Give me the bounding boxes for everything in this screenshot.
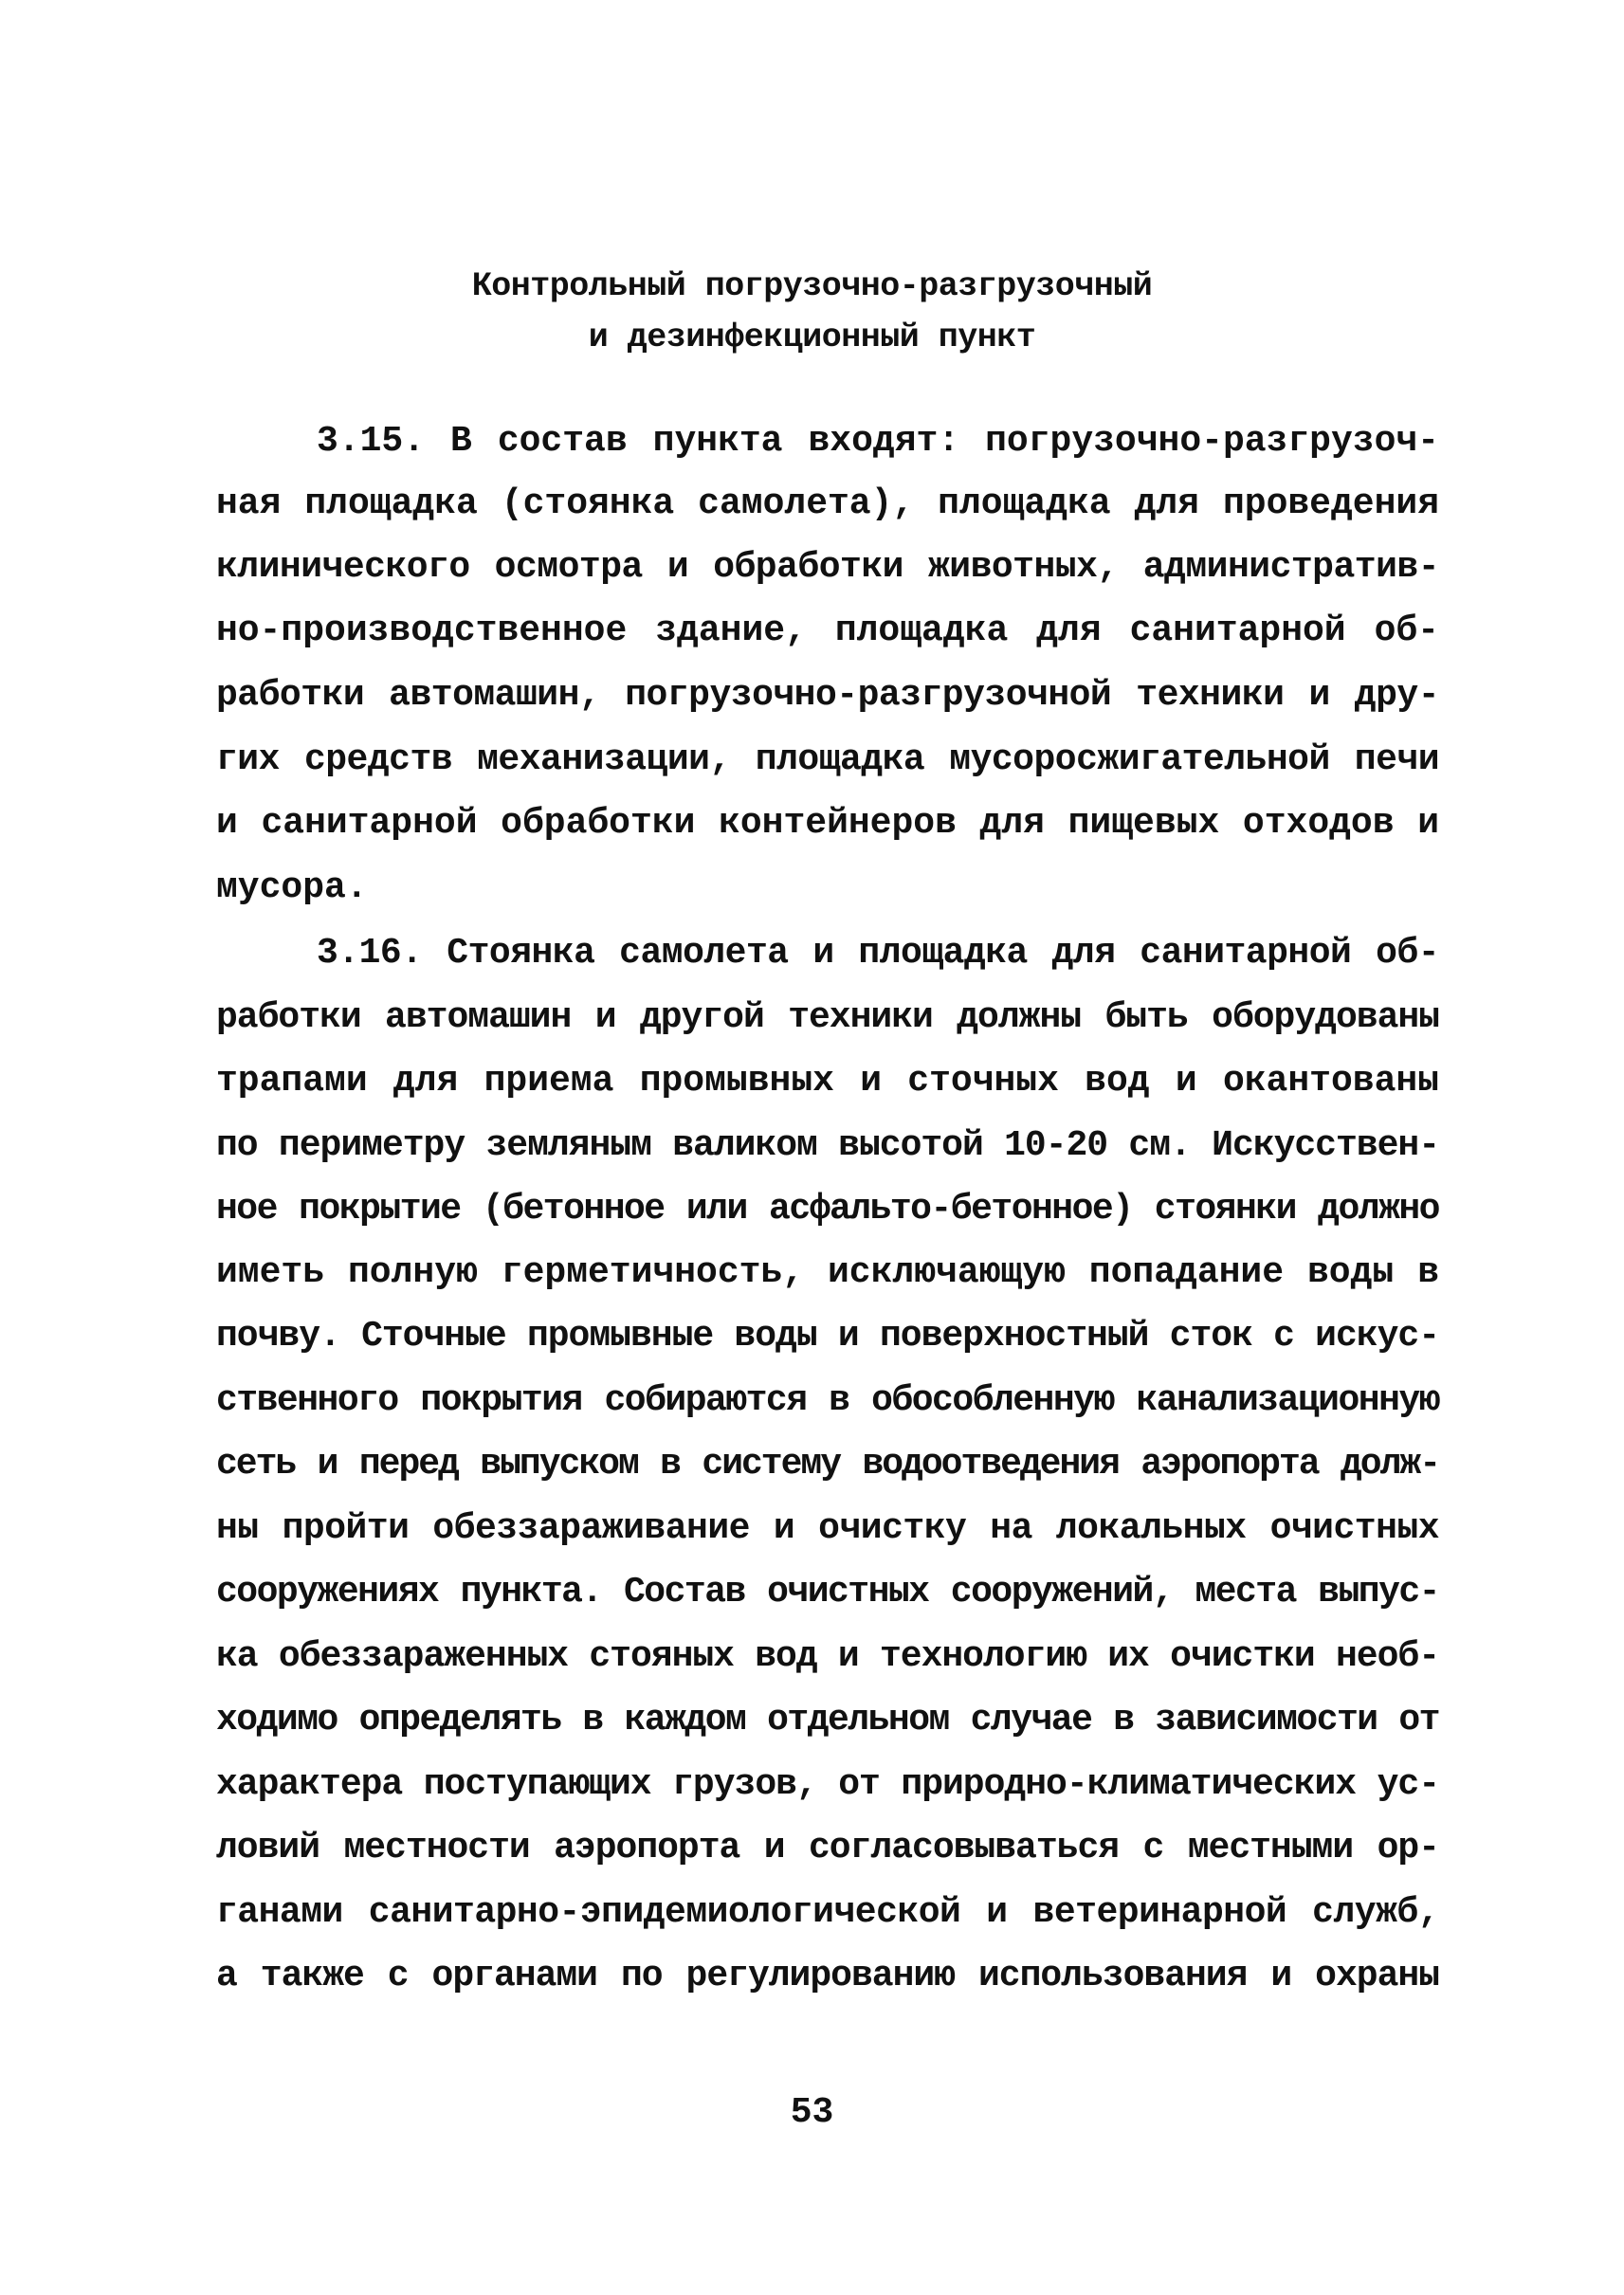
paragraph-line: 3.15. В состав пункта входят: погрузочно-разгрузоч- xyxy=(317,421,1439,462)
paragraph-line: ная площадка (стоянка самолета), площадка для проведения xyxy=(216,483,1439,524)
section-title-line-2: и дезинфекционный пункт xyxy=(588,319,1036,356)
paragraph-line: ны пройти обеззараживание и очистку на локальных очистных xyxy=(216,1508,1439,1549)
page-number: 53 xyxy=(790,2092,834,2133)
section-title-line-1: Контрольный погрузочно-разгрузочный xyxy=(471,267,1153,305)
paragraph-line: ловий местности аэропорта и согласовываться с местными ор- xyxy=(216,1828,1439,1868)
paragraph-line: сооружениях пункта. Состав очистных сооружений, места выпус- xyxy=(216,1572,1439,1612)
paragraph-line: по периметру земляным валиком высотой 10-20 см. Искусствен- xyxy=(216,1125,1439,1166)
paragraph-line: ганами санитарно-эпидемиологической и ветеринарной служб, xyxy=(216,1892,1439,1933)
paragraph-line: работки автомашин, погрузочно-разгрузочной техники и дру- xyxy=(216,675,1439,716)
paragraph-line: почву. Сточные промывные воды и поверхностный сток с искус- xyxy=(216,1316,1439,1357)
paragraph-line: характера поступающих грузов, от природно-климатических ус- xyxy=(216,1764,1439,1805)
paragraph-line: 3.16. Стоянка самолета и площадка для санитарной об- xyxy=(317,933,1439,974)
paragraph-line: иметь полную герметичность, исключающую попадание воды в xyxy=(216,1252,1439,1293)
paragraph-line: и санитарной обработки контейнеров для пищевых отходов и xyxy=(216,803,1439,844)
paragraph-line: клинического осмотра и обработки животных, административ- xyxy=(216,547,1439,588)
paragraph-line: ственного покрытия собираются в обособленную канализационную xyxy=(216,1380,1439,1421)
paragraph-line: ходимо определять в каждом отдельном случае в зависимости от xyxy=(216,1700,1439,1740)
paragraph-line: сеть и перед выпуском в систему водоотведения аэропорта долж- xyxy=(216,1444,1439,1484)
paragraph-line: трапами для приема промывных и сточных вод и окантованы xyxy=(216,1061,1439,1102)
paragraph-line: ка обеззараженных стояных вод и технологию их очистки необ- xyxy=(216,1636,1439,1677)
paragraph-line: ное покрытие (бетонное или асфальто-бетонное) стоянки должно xyxy=(216,1189,1439,1229)
paragraph-line: но-производственное здание, площадка для санитарной об- xyxy=(216,610,1439,651)
paragraph-line: гих средств механизации, площадка мусоросжигательной печи xyxy=(216,739,1439,780)
paragraph-line: мусора. xyxy=(216,867,368,908)
paragraph-line: работки автомашин и другой техники должны быть оборудованы xyxy=(216,997,1439,1038)
paragraph-line: а также с органами по регулированию использования и охраны xyxy=(216,1956,1439,1996)
